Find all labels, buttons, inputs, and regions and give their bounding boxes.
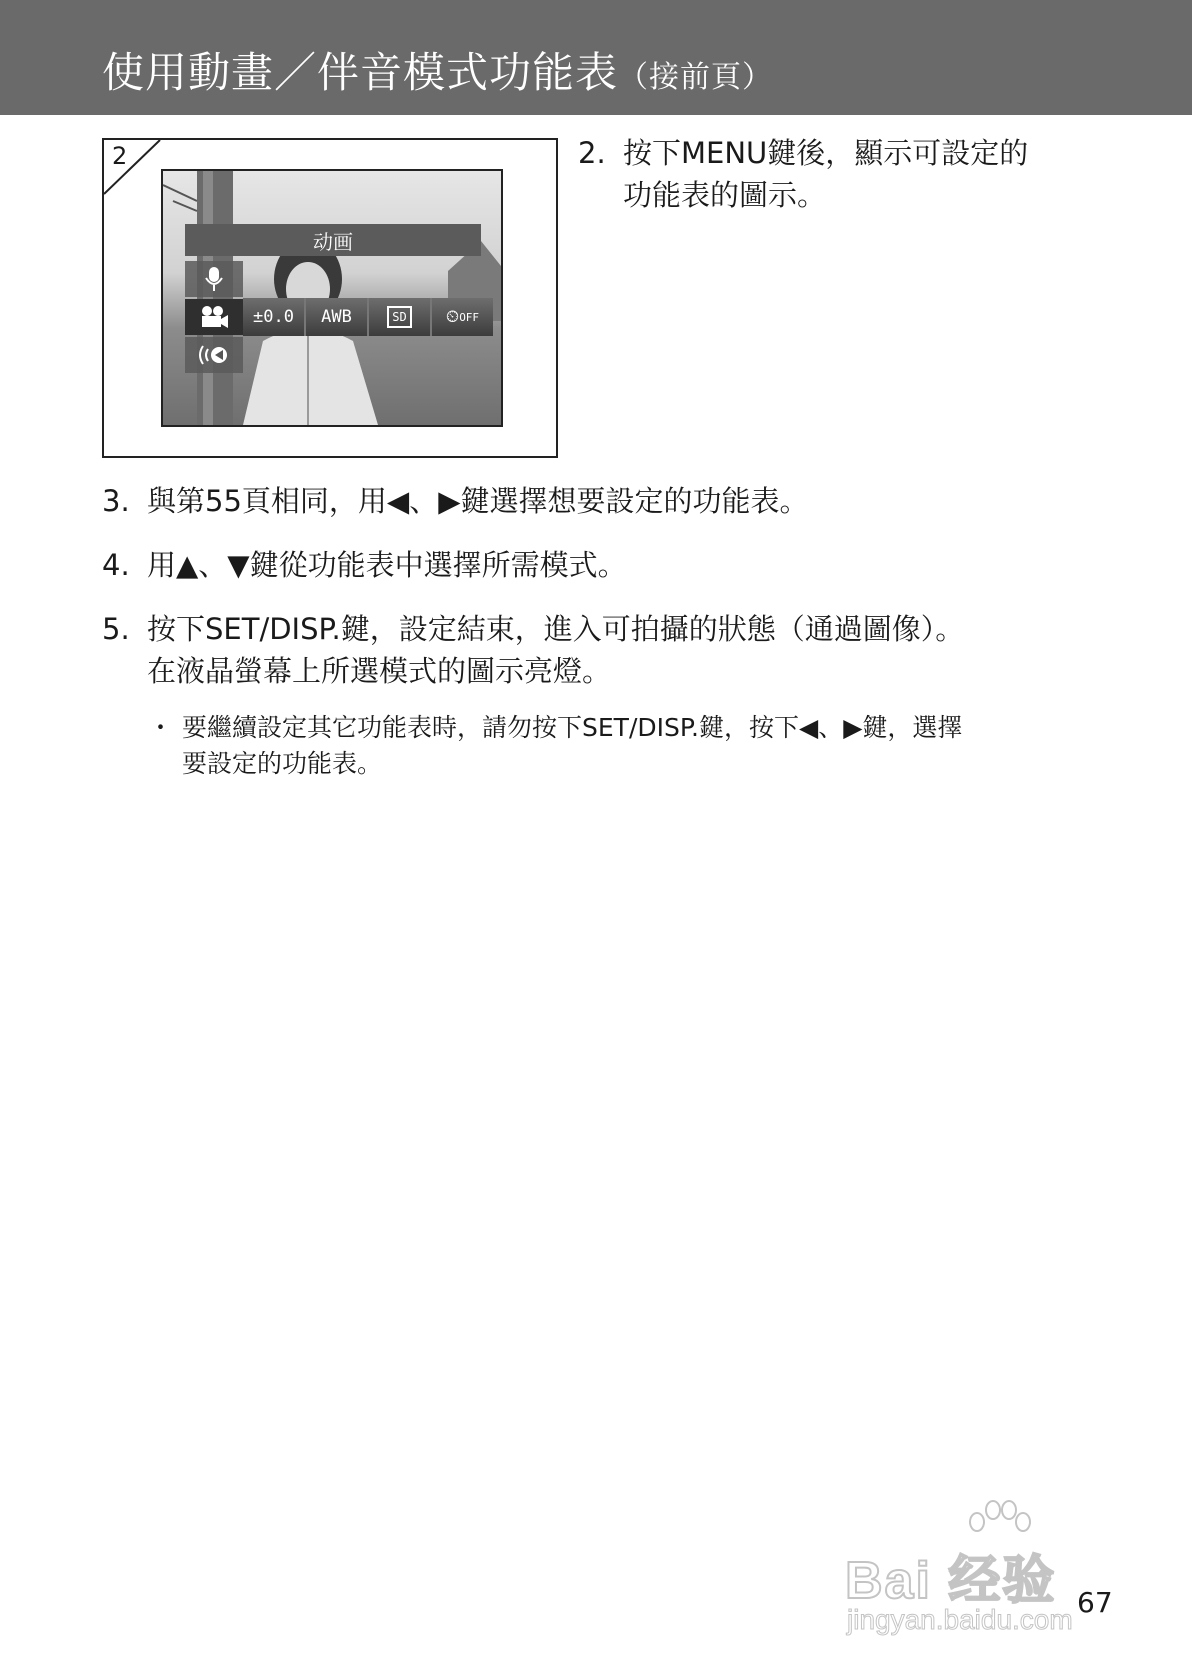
step-number: 2. bbox=[578, 136, 606, 170]
movie-camera-glyph bbox=[199, 305, 229, 329]
step-text: 在液晶螢幕上所選模式的圖示亮燈。 bbox=[147, 654, 612, 688]
watermark-brand: Bai 经验 bbox=[845, 1552, 1057, 1610]
microphone-icon bbox=[185, 261, 243, 297]
figure-label: 2 bbox=[112, 142, 128, 170]
note bbox=[148, 710, 962, 782]
voice-memo-glyph bbox=[197, 343, 231, 367]
step-text: 按下SET/DISP.鍵，設定結束，進入可拍攝的狀態（通過圖像）。 bbox=[147, 612, 965, 646]
movie-camera-icon bbox=[185, 299, 243, 335]
sd-card-icon: SD bbox=[387, 306, 411, 328]
step-text: 用▲、▼鍵從功能表中選擇所需模式。 bbox=[147, 548, 627, 582]
voice-memo-icon bbox=[185, 337, 243, 373]
step-5 bbox=[102, 608, 964, 692]
step-text: 按下MENU鍵後，顯示可設定的 bbox=[623, 136, 1029, 170]
option-row bbox=[243, 298, 493, 336]
microphone-glyph bbox=[203, 266, 225, 292]
exposure-option: ±0.0 bbox=[243, 298, 304, 336]
watermark-url: jingyan.baidu.com bbox=[847, 1604, 1073, 1635]
step-2 bbox=[578, 132, 1028, 216]
note-text: 要繼續設定其它功能表時，請勿按下SET/DISP.鍵，按下◀、▶鍵，選擇 bbox=[182, 713, 963, 742]
white-balance-option: AWB bbox=[304, 298, 367, 336]
step-text: 與第55頁相同，用◀、▶鍵選擇想要設定的功能表。 bbox=[147, 484, 809, 518]
step-number: 4. bbox=[102, 548, 130, 582]
title-main: 使用動畫／伴音模式功能表 bbox=[102, 48, 619, 97]
self-timer-option bbox=[430, 298, 493, 336]
step-number: 5. bbox=[102, 612, 130, 646]
timer-off-label: OFF bbox=[459, 310, 480, 324]
step-number: 3. bbox=[102, 484, 130, 518]
menu-title-bar: 动画 bbox=[185, 224, 481, 256]
step-4 bbox=[102, 544, 627, 586]
page-number: 67 bbox=[1077, 1586, 1113, 1619]
page-header bbox=[0, 0, 1192, 115]
step-text: 功能表的圖示。 bbox=[623, 178, 827, 212]
page-title bbox=[102, 40, 773, 100]
step-3 bbox=[102, 480, 809, 522]
note-text: 要設定的功能表。 bbox=[182, 749, 383, 778]
timer-icon: ⏲ bbox=[445, 307, 460, 327]
camera-screen-illustration bbox=[102, 138, 558, 458]
sd-card-option bbox=[367, 298, 430, 336]
title-subtitle: （接前頁） bbox=[618, 60, 774, 95]
lcd-screen bbox=[161, 169, 503, 427]
note-bullet: ・ bbox=[148, 713, 174, 742]
